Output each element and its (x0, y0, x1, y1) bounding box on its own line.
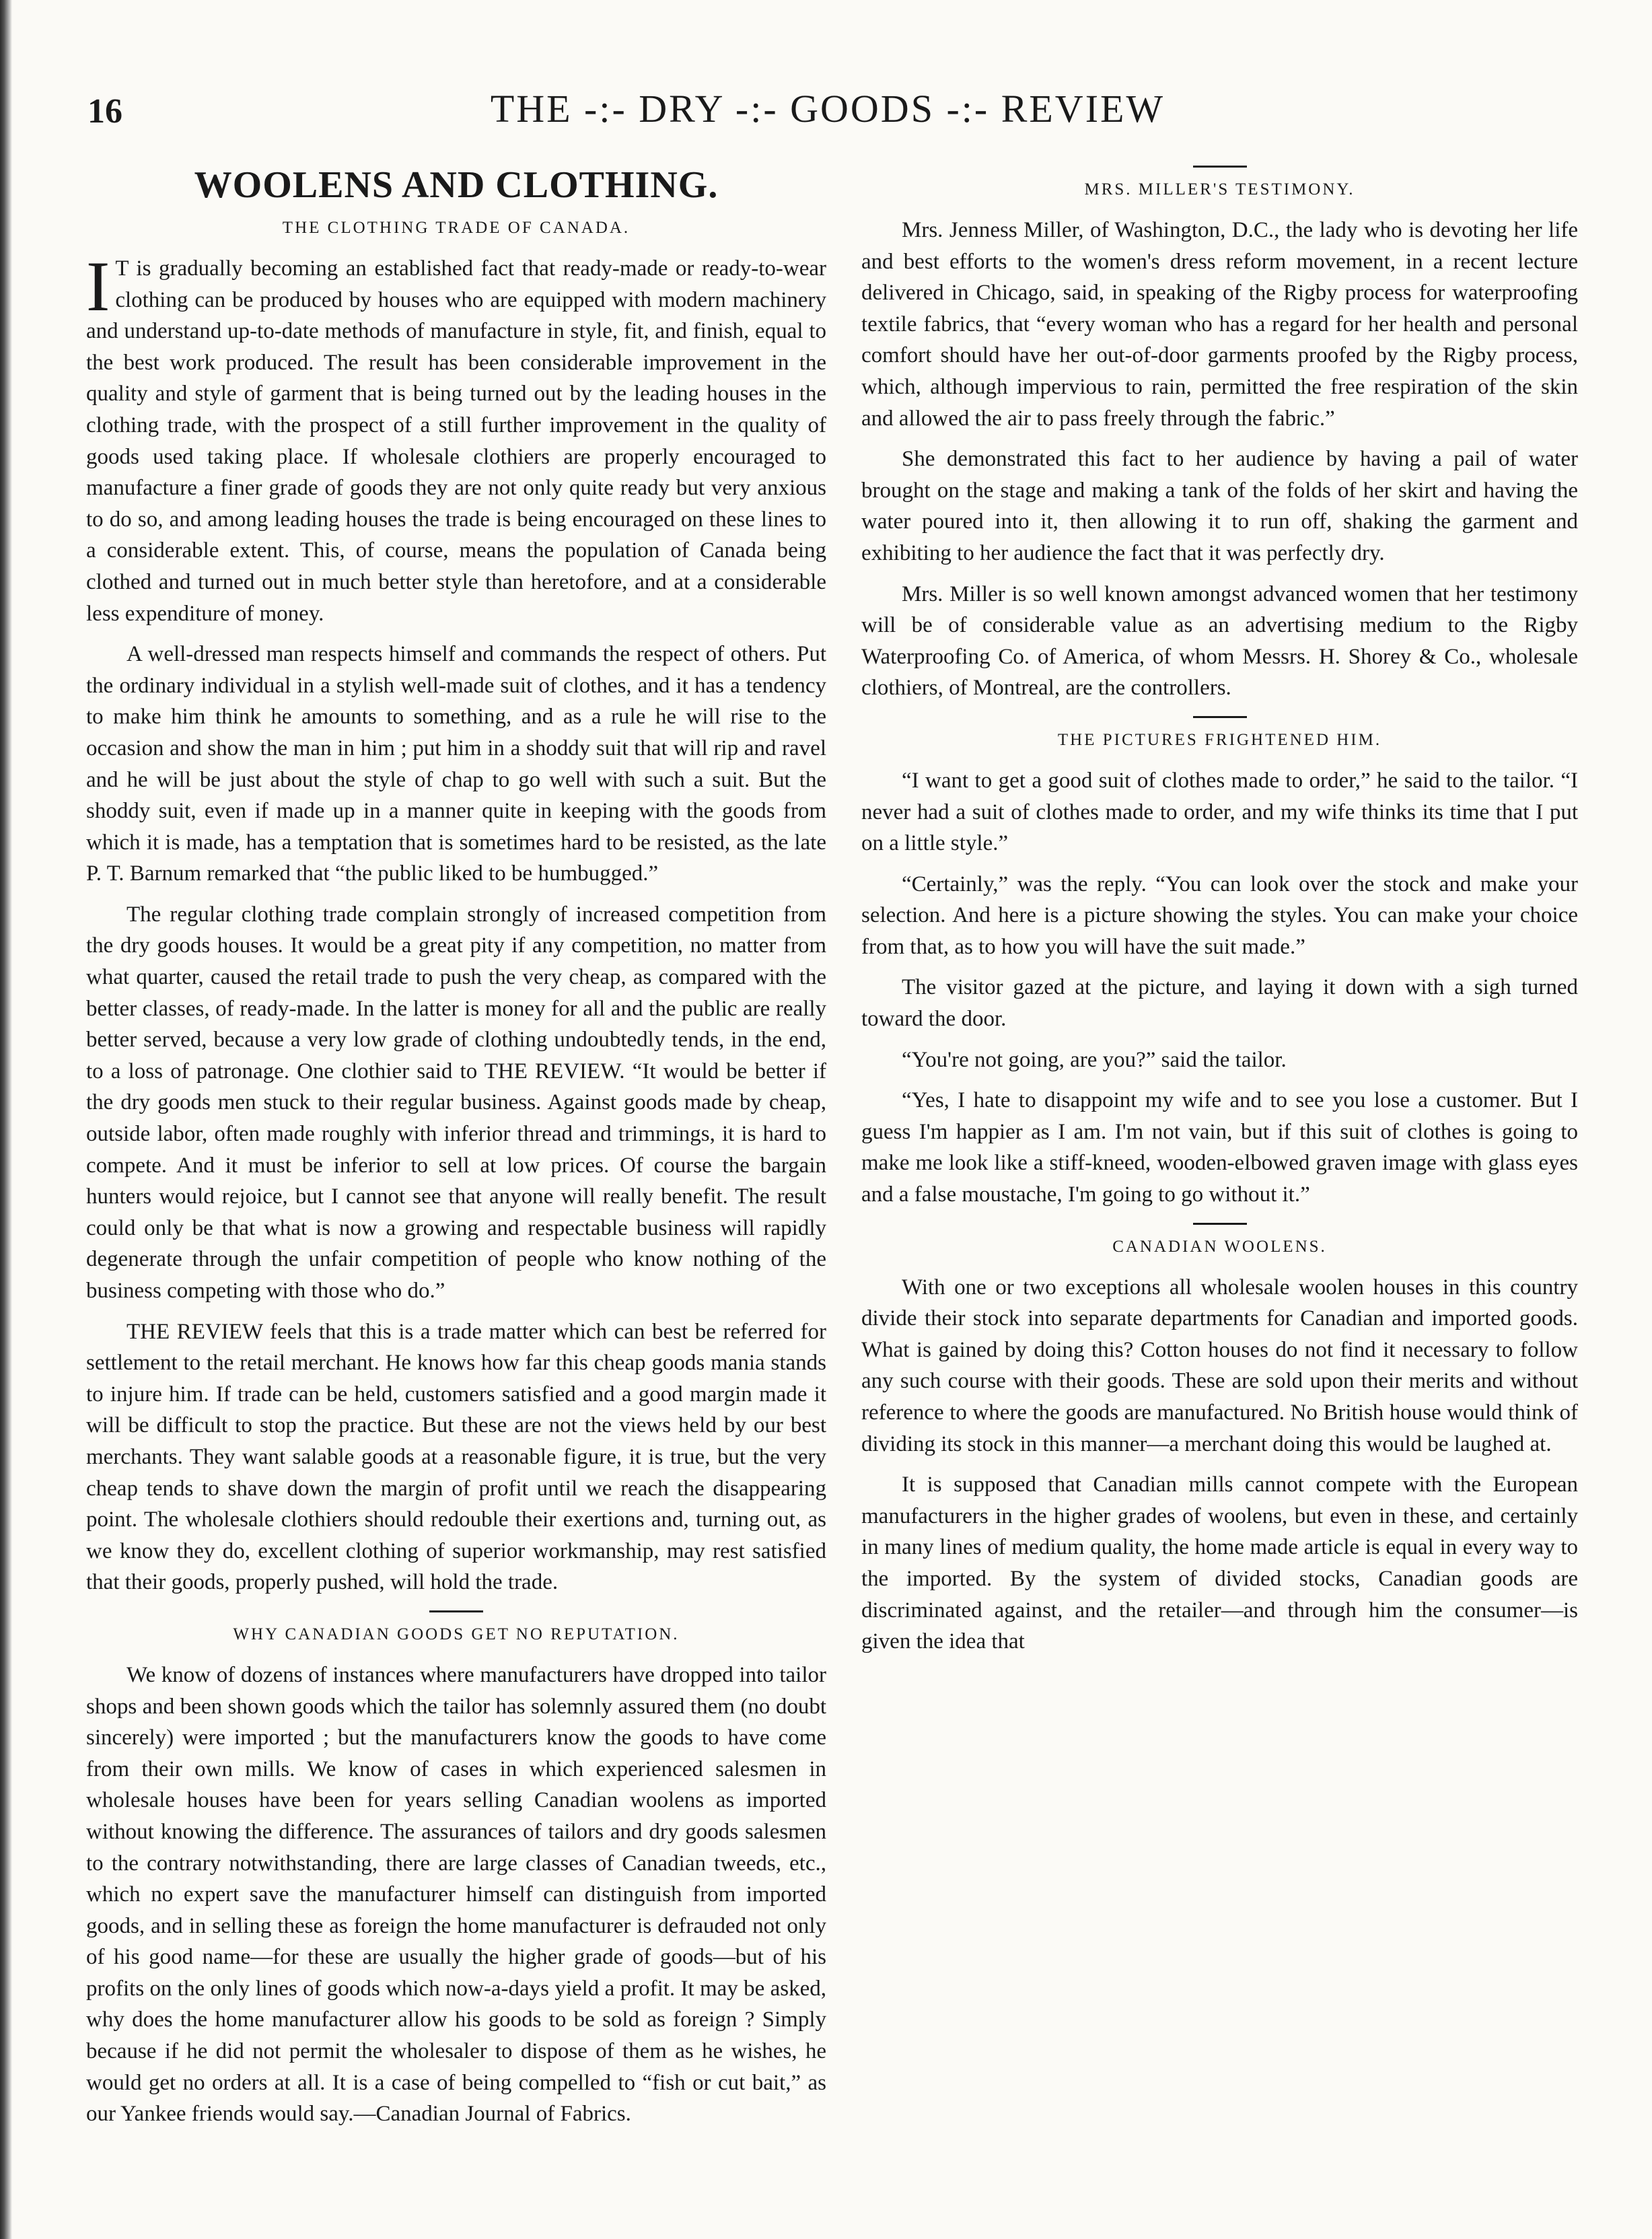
section-divider (1193, 1223, 1247, 1225)
page-number: 16 (87, 92, 122, 131)
section-divider (1193, 166, 1247, 168)
paragraph: “I want to get a good suit of clothes made to order,” he said to the tailor. “I never had a suit of clothes made to order, and my wife thinks its time that I put on a little style.” (861, 768, 1578, 856)
section-divider (1193, 716, 1247, 718)
paragraph: The visitor gazed at the picture, and laying it down with a sigh turned toward the door. (861, 975, 1578, 1032)
paragraph: Mrs. Miller is so well known amongst advanced women that her testimony will be of considerable value as an advertising medium to the Rigby Waterproofing Co. of America, of whom Messrs. H. Shorey & Co., wholesale clothiers, of Montreal, are the controllers. (861, 581, 1578, 701)
section-heading-pictures: THE PICTURES FRIGHTENED HIM. (1057, 730, 1382, 749)
paragraph: With one or two exceptions all wholesale woolen houses in this country divide their stock into separate departments for Canadian and imported goods. What is gained by doing this? Cotton houses do not find it necessary to follow any such course with their goods. These are sold upon their merits and without reference to where the goods are manufactured. No British house would think of dividing its stock in this manner—a merchant doing this would be laughed at. (861, 1275, 1578, 1456)
section-heading-miller: MRS. MILLER'S TESTIMONY. (1084, 180, 1355, 199)
paragraph: A well-dressed man respects himself and commands the respect of others. Put the ordinary individual in a stylish well-made suit of clothes, and it has a tendency to make him think he amounts to something, and as a rule he will rise to the occasion and show the man in him ; put him in a shoddy suit that will rip and ravel and he will be just about the style of chap to go well with such a suit. But the shoddy suit, even if made up in a manner quite in keeping with the goods from which it is made, has a temptation that is sometimes hard to be resisted, as the late P. T. Barnum remarked that “the public liked to be humbugged.” (86, 642, 826, 886)
drop-cap: I (86, 247, 110, 326)
scanned-page-edge (0, 0, 12, 2239)
paragraph: “Yes, I hate to disappoint my wife and to see you lose a customer. But I guess I'm happier as I am. I'm not vain, but if this suit of clothes is going to make me look like a stiff-kneed, wooden-elbowed graven image with glass eyes and a false moustache, I'm going to go without it.” (861, 1088, 1578, 1207)
section-divider (429, 1610, 483, 1612)
page-header (74, 86, 1581, 140)
paragraph: The regular clothing trade complain strongly of increased competition from the dry goods houses. It would be a great pity if any competition, no matter from what quarter, caused the retail trade to push the very cheap, as compared with the better classes, of ready-made. In the latter is money for all and the public are really better served, because a very low grade of clothing undoubtedly tends, in the end, to a loss of patronage. One clothier said to THE REVIEW. “It would be better if the dry goods men stuck to their regular business. Against goods made by cheap, outside labor, often made roughly with inferior thread and trimmings, it is hard to compete. And it must be inferior to sell at low prices. Of course the bargain hunters would rejoice, but I cannot see that anyone will really benefit. The result could only be that what is now a growing and respectable business will rapidly degenerate through the unfair competition of people who know nothing of the business competing with those who do.” (86, 902, 826, 1303)
article-title: WOOLENS AND CLOTHING. (194, 164, 719, 206)
paragraph: THE REVIEW feels that this is a trade matter which can best be referred for settlement to the retail merchant. He knows how far this cheap goods mania stands to injure him. If trade can be held, customers satisfied and a good margin made it will be difficult to stop the practice. But these are not the views held by our best merchants. They want salable goods at a reasonable figure, it is true, but the very cheap tends to shave down the margin of profit until we reach the disappearing point. The wholesale clothiers should redouble their exertions and, turning out, as we know they do, excellent clothing of superior workmanship, may rest satisfied that their goods, properly pushed, will hold the trade. (86, 1319, 826, 1595)
right-column (861, 153, 1578, 1667)
paragraph: Mrs. Jenness Miller, of Washington, D.C., the lady who is devoting her life and best efforts to the women's dress reform movement, in a recent lecture delivered in Chicago, said, in speaking of the Rigby process for waterproofing textile fabrics, that “every woman who has a regard for her health and personal comfort should have her out-of-door garments proofed by the Rigby process, which, although impervious to rain, permitted the free respiration of the skin and allowed the air to pass freely through the fabric.” (861, 218, 1578, 431)
section-heading-clothing-trade: THE CLOTHING TRADE OF CANADA. (282, 219, 631, 237)
running-title: THE -:- DRY -:- GOODS -:- REVIEW (490, 87, 1165, 131)
paragraph (86, 247, 826, 629)
left-column (86, 153, 826, 2139)
paragraph: “Certainly,” was the reply. “You can look over the stock and make your selection. And here is a picture showing the styles. You can make your choice from that, as to how you will have the suit made.” (861, 872, 1578, 959)
paragraph: We know of dozens of instances where manufacturers have dropped into tailor shops and been shown goods which the tailor has solemnly assured them (no doubt sincerely) were imported ; but the manufacturers know the goods to have come from their own mills. We know of cases in which experienced salesmen in wholesale houses have been for years selling Canadian woolens as imported without knowing the difference. The assurances of tailors and dry goods salesmen to the contrary notwithstanding, there are large classes of Canadian tweeds, etc., which no expert save the manufacturer himself can distinguish from imported goods, and in selling these as foreign the home manufacturer is defrauded not only of his good name—for these are usually the higher grade of goods—but of his profits on the only lines of goods which now-a-days yield a profit. It may be asked, why does the home manufacturer allow his goods to be sold as foreign ? Simply because if he did not permit the wholesaler to dispose of them as he wishes, he would get no orders at all. It is a case of being compelled to “fish or cut bait,” as our Yankee friends would say.—Canadian Journal of Fabrics. (86, 1662, 826, 2127)
paragraph: She demonstrated this fact to her audience by having a pail of water brought on the stage and making a tank of the folds of her skirt and having the water poured into it, then allowing it to run off, shaking the garment and exhibiting to her audience the fact that it was perfectly dry. (861, 447, 1578, 565)
paragraph: It is supposed that Canadian mills cannot compete with the European manufacturers in the higher grades of woolens, but even in these, and certainly in many lines of medium quality, the home made article is equal in every way to the imported. By the system of divided stocks, Canadian goods are discriminated against, and the retailer—and through him the consumer—is given the idea that (861, 1472, 1578, 1654)
paragraph: “You're not going, are you?” said the tailor. (902, 1047, 1287, 1072)
section-heading-no-reputation: WHY CANADIAN GOODS GET NO REPUTATION. (233, 1625, 680, 1643)
paragraph-text: T is gradually becoming an established fact that ready-made or ready-to-wear clothing can be produced by houses who are equipped with modern machinery and understand up-to-date methods of manufacture in style, fit, and finish, equal to the best work produced. The result has been considerable improvement in the quality and style of garment that is being turned out by the leading houses in the clothing trade, with the prospect of a still further improvement in the quality of goods used taking place. If wholesale clothiers are properly encouraged to manufacture a finer grade of goods they are not only quite ready but very anxious to do so, and among leading houses the trade is being encouraged on these lines to a considerable extent. This, of course, means the population of Canada being clothed and turned out in much better style than heretofore, and at a considerable less expenditure of money. (86, 256, 826, 626)
section-heading-canadian-woolens: CANADIAN WOOLENS. (1112, 1237, 1327, 1256)
